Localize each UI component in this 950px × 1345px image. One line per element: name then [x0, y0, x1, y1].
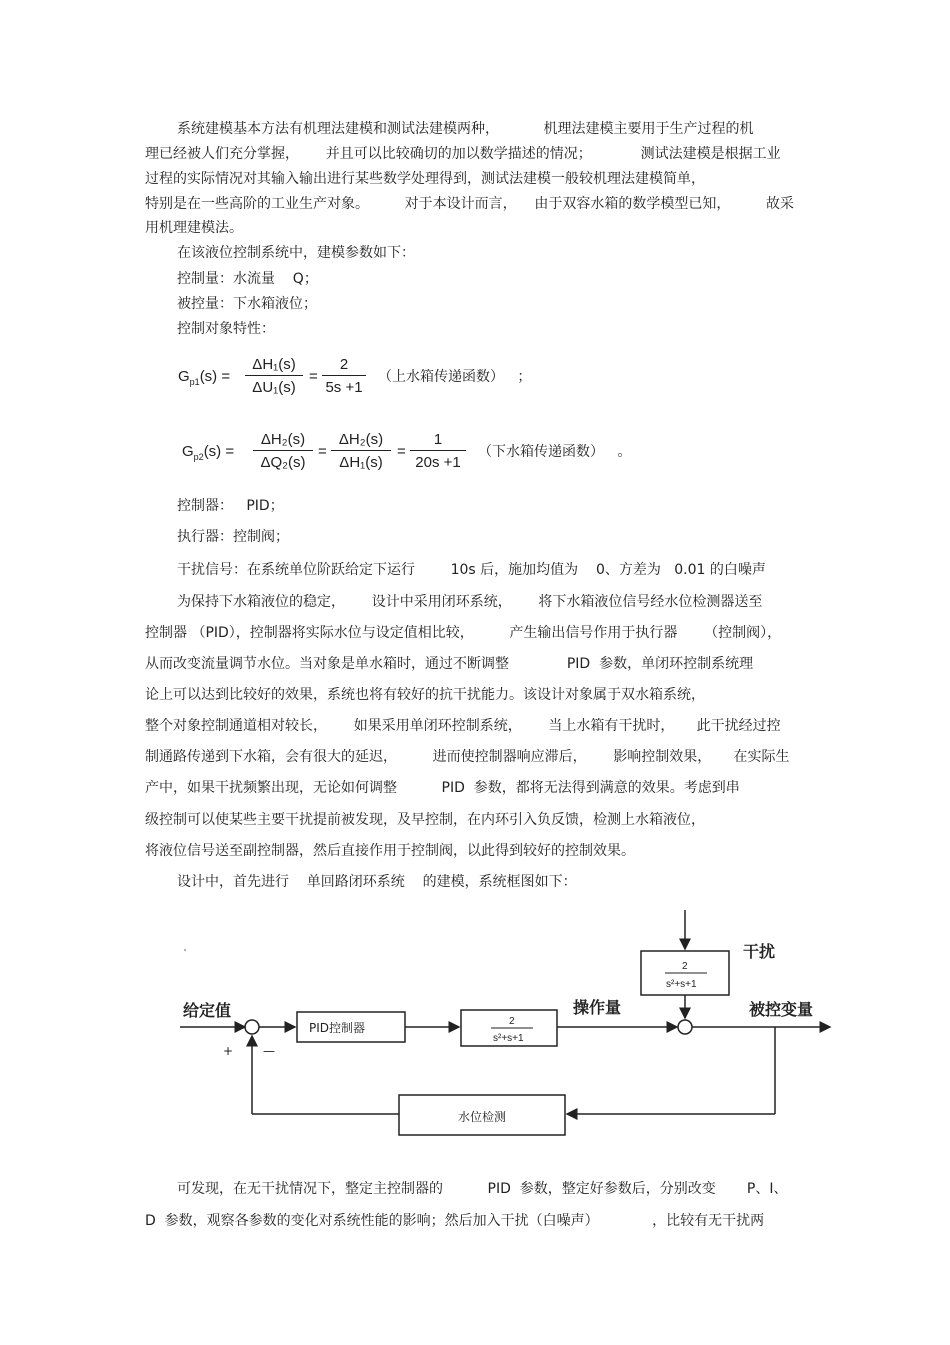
- text-line: 从而改变流量调节水位。当对象是单水箱时，通过不断调整 PID 参数，单闭环控制系统理: [145, 656, 754, 672]
- text-line: 理已经被人们充分掌握， 并且可以比较确切的加以数学描述的情况； 测试法建模是根据工业: [145, 146, 781, 162]
- text-line: 特别是在一些高阶的工业生产对象。 对于本设计而言， 由于双容水箱的数学模型已知， 故采: [145, 196, 795, 212]
- eq1-fraction-2: [322, 356, 366, 396]
- eq1-equals: =: [309, 368, 318, 385]
- eq1-note: （上水箱传递函数） ；: [378, 369, 532, 385]
- manipulated-label: 操作量: [573, 998, 622, 1017]
- block-diagram: [175, 905, 835, 1145]
- eq2-fraction-2: [331, 431, 391, 471]
- eq2-denominator-2: ΔH₁(s): [339, 454, 383, 471]
- eq2-numerator-2: ΔH₂(s): [331, 431, 391, 451]
- text-line: 论上可以达到比较好的效果，系统也将有较好的抗干扰能力。该设计对象属于双水箱系统，: [145, 687, 705, 703]
- controller-line: 控制器： PID；: [177, 498, 284, 514]
- controlled-variable: 被控量：下水箱液位；: [177, 296, 317, 312]
- eq1-fraction-1: [245, 356, 303, 396]
- eq1-denominator-2: 5s +1: [325, 379, 363, 396]
- eq1-lhs-arg: (s) =: [199, 368, 231, 385]
- sensor-block-label: 水位检测: [458, 1110, 507, 1124]
- eq1-numerator-1: ΔH₁(s): [245, 356, 303, 376]
- object-characteristic: 控制对象特性：: [177, 321, 275, 337]
- text-line: 制通路传递到下水箱，会有很大的延迟， 进而使控制器响应滞后， 影响控制效果， 在实际生: [145, 749, 790, 765]
- design-intro: 设计中，首先进行 单回路闭环系统 的建模，系统框图如下：: [177, 874, 577, 890]
- eq2-lhs: G: [182, 443, 194, 460]
- output-label: 被控变量: [749, 1000, 814, 1019]
- text-line: 整个对象控制通道相对较长， 如果采用单闭环控制系统， 当上水箱有干扰时， 此干扰经过控: [145, 718, 781, 734]
- eq2-note: （下水箱传递函数） 。: [478, 444, 632, 460]
- eq2-equals-1: =: [318, 443, 327, 460]
- text-line: 级控制可以使某些主要干扰提前被发现，及早控制，在内环引入负反馈，检测上水箱液位，: [145, 812, 705, 828]
- eq2-numerator-3: 1: [410, 431, 466, 451]
- setpoint-label: 给定值: [183, 1001, 232, 1020]
- params-intro: 在该液位控制系统中，建模参数如下：: [177, 245, 415, 261]
- disturbance-line: 干扰信号：在系统单位阶跃给定下运行 10s 后，施加均值为 0、方差为 0.01 的白噪声: [177, 562, 766, 578]
- eq1-denominator-1: ΔU₁(s): [252, 379, 296, 396]
- pid-block-label: PID控制器: [309, 1021, 366, 1035]
- eq1-lhs: G: [178, 368, 190, 385]
- text-line: 产中，如果干扰频繁出现，无论如何调整 PID 参数，都将无法得到满意的效果。考虑到串: [145, 780, 740, 796]
- text-line: D 参数，观察各参数的变化对系统性能的影响；然后加入干扰（白噪声） ，比较有无干扰两: [145, 1213, 765, 1229]
- text-line: 为保持下水箱液位的稳定， 设计中采用闭环系统， 将下水箱液位信号经水位检测器送至: [177, 594, 763, 610]
- eq2-equals-2: =: [397, 443, 406, 460]
- text-line: 可发现，在无干扰情况下，整定主控制器的 PID 参数，整定好参数后，分别改变 P、I、: [177, 1181, 788, 1197]
- disturbance-denominator: s²+s+1: [666, 979, 697, 990]
- eq2-fraction-3: [410, 431, 466, 471]
- speck-dot: [184, 949, 186, 951]
- eq2-denominator-1: ΔQ₂(s): [260, 454, 306, 471]
- plant-numerator: 2: [509, 1016, 515, 1027]
- summing-junction: [245, 1020, 259, 1034]
- eq2-lhs-arg: (s) =: [203, 443, 235, 460]
- plus-sign: +: [223, 1044, 234, 1058]
- text-line: 控制器 （PID），控制器将实际水位与设定值相比较， 产生输出信号作用于执行器 （控制阀），: [145, 625, 782, 641]
- eq2-lhs-sub: p2: [193, 452, 204, 462]
- plant-denominator: s²+s+1: [493, 1033, 524, 1044]
- text-line: 用机理建模法。: [145, 220, 243, 236]
- eq2-denominator-3: 20s +1: [415, 454, 461, 471]
- text-line: 将液位信号送至副控制器，然后直接作用于控制阀，以此得到较好的控制效果。: [145, 843, 635, 859]
- text-line: 系统建模基本方法有机理法建模和测试法建模两种， 机理法建模主要用于生产过程的机: [177, 121, 754, 137]
- eq2-numerator-1: ΔH₂(s): [253, 431, 313, 451]
- eq1-lhs-sub: p1: [189, 377, 200, 387]
- text-line: 过程的实际情况对其输入输出进行某些数学处理得到，测试法建模一般较机理法建模简单，: [145, 171, 705, 187]
- eq2-fraction-1: [253, 431, 313, 471]
- disturbance-junction: [678, 1020, 692, 1034]
- eq1-numerator-2: 2: [322, 356, 366, 376]
- minus-sign: —: [263, 1044, 275, 1058]
- disturbance-numerator: 2: [682, 961, 688, 972]
- actuator-line: 执行器：控制阀；: [177, 529, 289, 545]
- disturbance-label: 干扰: [743, 942, 776, 961]
- control-variable: 控制量：水流量 Q；: [177, 271, 318, 287]
